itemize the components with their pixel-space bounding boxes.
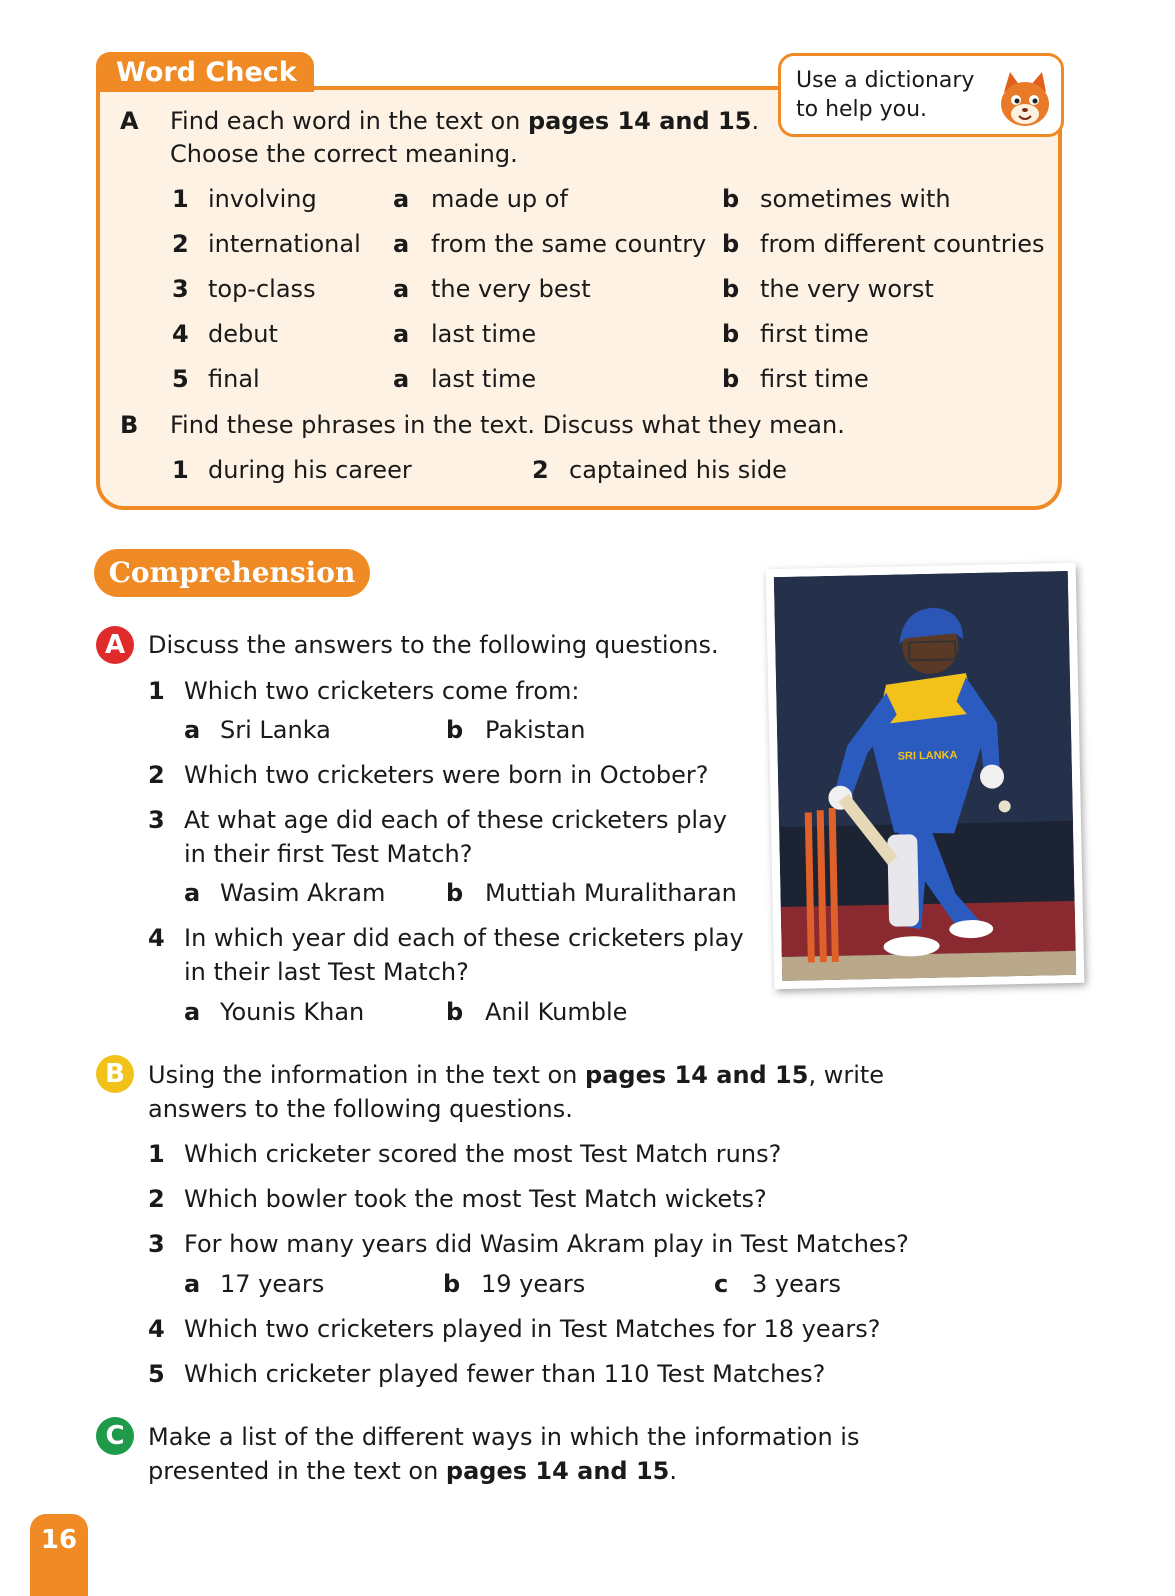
question: For how many years did Wasim Akram play in Test Matches? [184, 1230, 909, 1258]
word-check-b-instruction: Find these phrases in the text. Discuss what they mean. [170, 411, 845, 439]
option-a: Wasim Akram [220, 879, 386, 907]
option-b: sometimes with [760, 185, 951, 213]
option-b-label: b [722, 185, 740, 213]
row-number: 5 [172, 365, 189, 393]
phrase-number: 1 [172, 456, 189, 484]
question-line-2: in their last Test Match? [184, 958, 469, 986]
option-b: Anil Kumble [485, 998, 628, 1026]
option-a: made up of [431, 185, 568, 213]
question: Which two cricketers played in Test Matches for 18 years? [184, 1315, 881, 1343]
comprehension-title: Comprehension [94, 549, 370, 597]
option-a-label: a [393, 275, 410, 303]
phrase: captained his side [569, 456, 787, 484]
option-b-label: b [722, 320, 740, 348]
row-number: 3 [172, 275, 189, 303]
option-a-label: a [184, 716, 201, 744]
question: Which two cricketers were born in October? [184, 761, 709, 789]
question-number: 3 [148, 806, 165, 834]
option-a-label: a [393, 320, 410, 348]
part-b-instruction: Using the information in the text on pages 14 and 15, write [148, 1061, 885, 1089]
part-c-badge: C [96, 1417, 134, 1455]
question: Which cricketer scored the most Test Match runs? [184, 1140, 782, 1168]
word: top-class [208, 275, 316, 303]
question: Which bowler took the most Test Match wickets? [184, 1185, 767, 1213]
part-b-instruction-2: answers to the following questions. [148, 1095, 573, 1123]
option-b-label: b [446, 716, 464, 744]
option-a-label: a [184, 879, 201, 907]
row-number: 1 [172, 185, 189, 213]
part-a-instruction: Discuss the answers to the following questions. [148, 631, 719, 659]
option-c-label: c [714, 1270, 729, 1298]
option-a: last time [431, 320, 537, 348]
option-b: Pakistan [485, 716, 586, 744]
dictionary-tip-text: Use a dictionary to help you. [796, 68, 975, 122]
cricketer-photo [766, 563, 1085, 989]
phrase-number: 2 [532, 456, 549, 484]
option-b-label: b [722, 230, 740, 258]
option-a-label: a [393, 185, 410, 213]
option-a-label: a [393, 230, 410, 258]
option-a-label: a [184, 1270, 201, 1298]
part-a-badge: A [96, 626, 134, 664]
option-a: Sri Lanka [220, 716, 331, 744]
section-letter-a: A [120, 107, 139, 135]
cat-mascot-icon [994, 70, 1056, 132]
option-c: 3 years [752, 1270, 841, 1298]
part-c-instruction-2: presented in the text on pages 14 and 15. [148, 1457, 677, 1485]
question-number: 5 [148, 1360, 165, 1388]
option-b-label: b [443, 1270, 461, 1298]
question-number: 3 [148, 1230, 165, 1258]
option-a-label: a [184, 998, 201, 1026]
word: final [208, 365, 260, 393]
question: In which year did each of these cricketers play [184, 924, 744, 952]
word-check-title: Word Check [96, 52, 314, 92]
section-letter-b: B [120, 411, 139, 439]
question: Which two cricketers come from: [184, 677, 580, 705]
option-a: 17 years [220, 1270, 325, 1298]
option-b-label: b [722, 275, 740, 303]
question-number: 1 [148, 1140, 165, 1168]
phrase: during his career [208, 456, 412, 484]
question-number: 2 [148, 761, 165, 789]
option-b: Muttiah Muralitharan [485, 879, 737, 907]
word: international [208, 230, 361, 258]
option-b-label: b [722, 365, 740, 393]
option-a-label: a [393, 365, 410, 393]
option-b-label: b [446, 998, 464, 1026]
option-b: 19 years [481, 1270, 586, 1298]
question: Which cricketer played fewer than 110 Test Matches? [184, 1360, 826, 1388]
question-number: 1 [148, 677, 165, 705]
word-check-a-instruction: Find each word in the text on pages 14 and 15. [170, 107, 760, 135]
row-number: 4 [172, 320, 189, 348]
option-a: from the same country [431, 230, 707, 258]
option-b: the very worst [760, 275, 934, 303]
option-a: last time [431, 365, 537, 393]
option-b: from different countries [760, 230, 1045, 258]
cricketer-illustration [774, 571, 1076, 981]
part-c-instruction: Make a list of the different ways in which the information is [148, 1423, 860, 1451]
option-a: the very best [431, 275, 591, 303]
word: involving [208, 185, 317, 213]
word-check-a-instruction-2: Choose the correct meaning. [170, 140, 518, 168]
option-a: Younis Khan [220, 998, 365, 1026]
question: At what age did each of these cricketers play [184, 806, 727, 834]
page-number: 16 [30, 1514, 88, 1596]
question-number: 2 [148, 1185, 165, 1213]
part-b-badge: B [96, 1055, 134, 1093]
option-b-label: b [446, 879, 464, 907]
question-number: 4 [148, 1315, 165, 1343]
question-number: 4 [148, 924, 165, 952]
option-b: first time [760, 365, 869, 393]
word: debut [208, 320, 278, 348]
shirt-text: SRI LANKA [897, 749, 958, 763]
question-line-2: in their first Test Match? [184, 840, 473, 868]
row-number: 2 [172, 230, 189, 258]
option-b: first time [760, 320, 869, 348]
